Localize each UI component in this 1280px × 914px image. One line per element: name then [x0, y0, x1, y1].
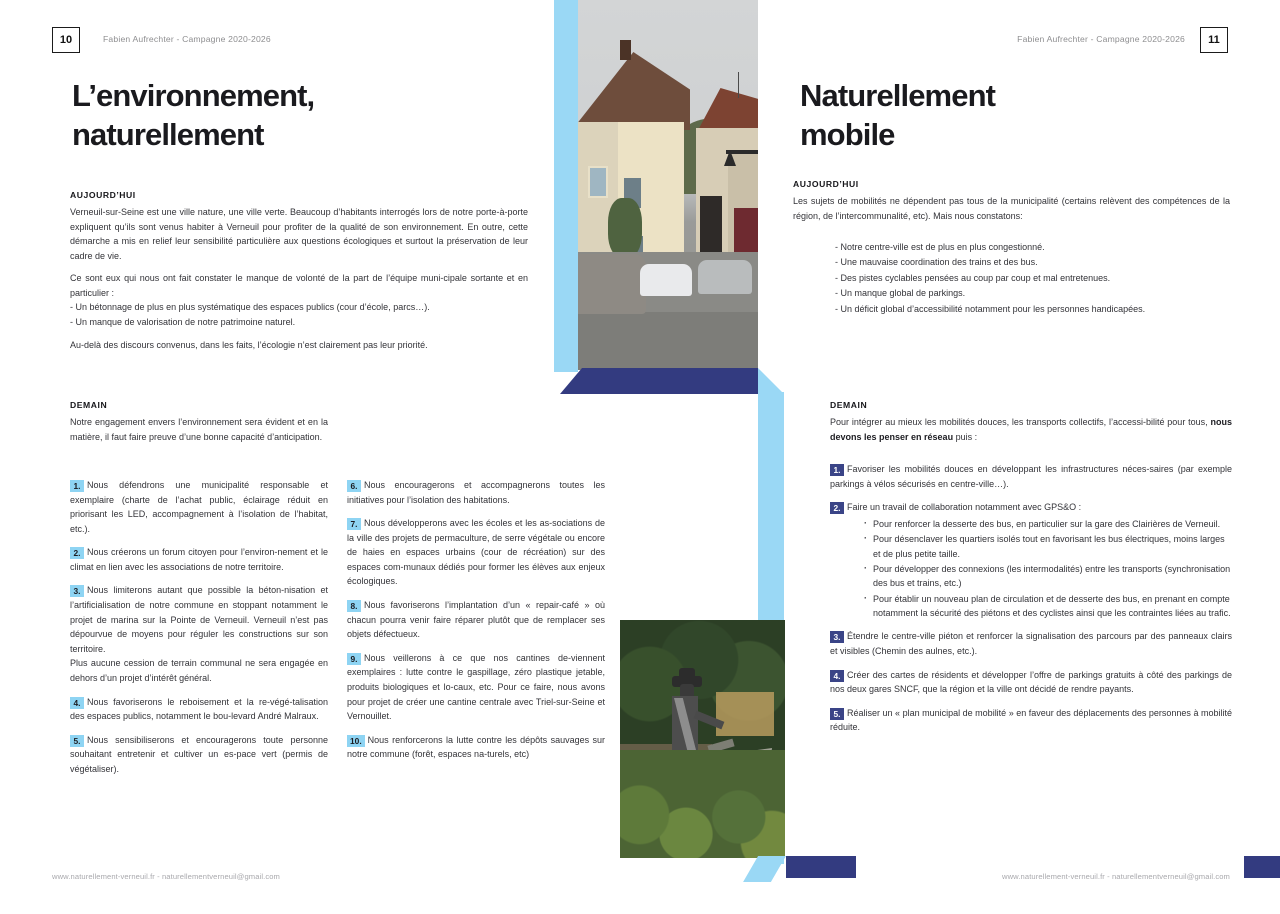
- left-proposal-list-column-1: [70, 478, 328, 785]
- list-item: [347, 733, 605, 762]
- page-title-left: [67, 76, 321, 154]
- cyan-vertical-strip-top: [554, 0, 578, 372]
- item-number-badge: 9.: [347, 653, 361, 665]
- list-item: [70, 695, 328, 724]
- item-text: Nous favoriserons le reboisement et la re-végé-talisation des espaces publics, notamment le bou-levard André Malraux.: [70, 696, 328, 722]
- item-text: Favoriser les mobilités douces en développant les infrastructures néces-saires (par exemple parkings à vélos sécurisés en centre-ville…).: [830, 464, 1232, 489]
- list-item: [70, 733, 328, 777]
- navy-band-bottom-right-edge: [1244, 856, 1280, 878]
- item-text: Réaliser un « plan municipal de mobilité » en faveur des déplacements des personnes à mobilité réduite.: [830, 707, 1232, 733]
- item-text: Nous veillerons à ce que nos cantines de-viennent exemplaires : lutte contre le gaspillage, zéro plastique jetable, produits biologiques et lo-caux, etc. Pour ce faire, nous avons pour projet de créer une cantine centrale avec Triel-sur-Seine et Vernouillet.: [347, 652, 605, 722]
- intro-after: puis :: [953, 431, 978, 442]
- item-number-badge: 7.: [347, 518, 361, 530]
- item-number-badge: 2.: [830, 502, 844, 514]
- list-item: - Notre centre-ville est de plus en plus congestionné.: [835, 242, 1045, 252]
- left-tomorrow-intro: [70, 415, 328, 444]
- item-text: Faire un travail de collaboration notamment avec GPS&O :: [847, 502, 1082, 513]
- navy-band-top: [560, 368, 758, 394]
- list-item: - Un manque global de parkings.: [835, 288, 966, 299]
- item-text: Nous créerons un forum citoyen pour l’environ-nement et le climat en lien avec les associations de notre territoire.: [70, 547, 328, 572]
- right-tomorrow-kicker: DEMAIN: [830, 400, 868, 410]
- right-today-section: [793, 179, 1230, 231]
- list-item: - Un déficit global d’accessibilité notamment pour les personnes handicapées.: [835, 303, 1146, 314]
- list-item: [830, 462, 1232, 491]
- list-item: [830, 668, 1232, 697]
- item-number-badge: 1.: [70, 480, 84, 492]
- page-title-right-line1: Naturellement: [795, 76, 1002, 115]
- cyan-angled-foot-bottom: [743, 856, 786, 882]
- sub-list-item: · Pour développer des connexions (les intermodalités) entre les transports (synchronisation des bus et trains, etc.): [864, 562, 1232, 591]
- item-text: Nous limiterons autant que possible la béton-nisation et l’artificialisation de notre commune en stoppant notamment le projet de marina sur la Pointe de Verneuil. Verneuil n’est pas dépourvue de moyens pour réguler les constructions sur son territoire.: [70, 585, 328, 654]
- list-item: - Une mauvaise coordination des trains et des bus.: [835, 257, 1038, 268]
- running-head-right: Fabien Aufrechter - Campagne 2020-2026: [1017, 34, 1185, 44]
- list-item: - Des pistes cyclables pensées au coup par coup et mal entretenues.: [835, 272, 1111, 283]
- list-item-continuation: [70, 656, 328, 685]
- footer-left: www.naturellement-verneuil.fr - naturellementverneuil@gmail.com: [52, 872, 280, 881]
- item-number-badge: 10.: [347, 735, 365, 747]
- item-text: Nous développerons avec les écoles et les as-sociations de la ville des projets de permaculture, de serre végétale ou encore de haies en espaces urbains (cour de récréation) sur des espaces com-munaux dédiés pour former les élèves aux enjeux écologiques.: [347, 518, 605, 587]
- page-title-right: [795, 76, 1002, 154]
- list-item: [830, 706, 1232, 735]
- left-today-section: [70, 190, 528, 360]
- item-text: Étendre le centre-ville piéton et renforcer la signalisation des parcours par des panneaux clairs et visibles (Chemin des aulnes, etc.).: [830, 631, 1232, 657]
- list-item: [347, 516, 605, 589]
- list-item: [347, 598, 605, 642]
- right-today-kicker: AUJOURD’HUI: [793, 179, 859, 189]
- item-text: Nous favoriserons l’implantation d’un « repair-café » où chacun pourra venir faire réparer plutôt que de remplacer ses objets défectueux.: [347, 600, 605, 640]
- item-number-badge: 6.: [347, 480, 361, 492]
- paragraph: Les sujets de mobilités ne dépendent pas tous de la municipalité (certains relèvent des compétences de la région, de l’intercommunalité, etc). Mais nous constatons:: [793, 196, 1230, 221]
- sub-bullet-list: [864, 517, 1232, 621]
- page-number-right: 11: [1200, 27, 1228, 53]
- item-number-badge: 5.: [830, 708, 844, 720]
- paragraph: Notre engagement envers l’environnement sera évident et en la matière, il faut faire preuve d’une bonne capacité d’anticipation.: [70, 417, 328, 442]
- item-number-badge: 5.: [70, 735, 84, 747]
- right-tomorrow-header: [830, 400, 1232, 452]
- list-item: [347, 651, 605, 724]
- left-proposal-list-column-2: [347, 478, 605, 771]
- list-item: [70, 478, 328, 536]
- right-today-intro: [793, 194, 1230, 223]
- item-number-badge: 8.: [347, 600, 361, 612]
- list-item: [830, 629, 1232, 658]
- list-item: [830, 500, 1232, 515]
- running-head-left: Fabien Aufrechter - Campagne 2020-2026: [103, 34, 271, 44]
- paragraph: - Un manque de valorisation de notre patrimoine naturel.: [70, 317, 296, 328]
- paragraph: [830, 415, 1232, 444]
- item-text: Nous encouragerons et accompagnerons toutes les initiatives pour l’isolation des habitations.: [347, 480, 605, 505]
- left-today-body: [70, 205, 528, 352]
- paragraph: Ce sont eux qui nous ont fait constater le manque de volonté de la part de l’équipe muni-cipale sortante et en particulier :: [70, 273, 528, 298]
- list-item: [70, 583, 328, 656]
- intro-bold: nous devons les penser en réseau: [830, 417, 1232, 442]
- item-text: Nous renforcerons la lutte contre les dépôts sauvages sur notre commune (forêt, espaces na-turels, etc): [347, 734, 605, 760]
- item-number-badge: 1.: [830, 464, 844, 476]
- list-item: [70, 545, 328, 574]
- list-item: [347, 478, 605, 507]
- left-tomorrow-header: [70, 400, 328, 452]
- item-text: Nous défendrons une municipalité responsable et exemplaire (charte de l’achat public, éclairage réduit en priorisant les LED, accompagnement à l’isolation de l’habitat, etc.).: [70, 480, 328, 534]
- item-number-badge: 3.: [830, 631, 844, 643]
- sub-list-item: · Pour renforcer la desserte des bus, en particulier sur la gare des Clairières de Verneuil.: [864, 517, 1232, 531]
- item-text: Nous sensibiliserons et encouragerons toute personne souhaitant entretenir et cultiver un es-pace vert (permis de végétaliser).: [70, 734, 328, 774]
- item-text: Créer des cartes de résidents et développer l’offre de parkings gratuits à côté des parkings de nos deux gares SNCF, que la région et la ville ont décidé de rendre payants.: [830, 669, 1232, 695]
- paragraph: - Un bétonnage de plus en plus systématique des espaces publics (cour d’école, parcs…).: [70, 302, 430, 313]
- footer-right: www.naturellement-verneuil.fr - naturellementverneuil@gmail.com: [1002, 872, 1230, 881]
- photo-statue-garden: [620, 620, 785, 858]
- page-number-left: 10: [52, 27, 80, 53]
- right-proposal-list: [830, 462, 1232, 744]
- right-tomorrow-intro: [830, 415, 1232, 444]
- photo-street-scene: [578, 0, 758, 370]
- sub-list-item: · Pour désenclaver les quartiers isolés tout en favorisant les bus électriques, moins larges et de plus petite taille.: [864, 532, 1232, 561]
- item-number-badge: 3.: [70, 585, 84, 597]
- page-title-left-line2: naturellement: [67, 115, 271, 154]
- navy-band-bottom: [786, 856, 856, 878]
- page-title-right-line2: mobile: [795, 115, 902, 154]
- item-number-badge: 4.: [830, 670, 844, 682]
- left-tomorrow-kicker: DEMAIN: [70, 400, 108, 410]
- item-number-badge: 4.: [70, 697, 84, 709]
- sub-list-item: · Pour établir un nouveau plan de circulation et de desserte des bus, en prenant en compte notamment la sécurité des piétons et des cyclistes ainsi que les contraintes liées au trafic.: [864, 592, 1232, 621]
- intro-before: Pour intégrer au mieux les mobilités douces, les transports collectifs, l’accessi-bilité pour tous,: [830, 417, 1211, 427]
- item-number-badge: 2.: [70, 547, 84, 559]
- paragraph: Verneuil-sur-Seine est une ville nature, une ville verte. Beaucoup d’habitants interrogés lors de notre porte-à-porte expliquent qu’ils sont venus habiter à Verneuil pour profiter de la qualité de son environnement. En outre, cette démarche a mis en relief leur sensibilité particulière aux questions écologiques et surtout la préservation de leur cadre de vie.: [70, 207, 528, 261]
- left-today-kicker: AUJOURD’HUI: [70, 190, 136, 200]
- right-today-bullet-list: [835, 240, 1272, 317]
- paragraph: Au-delà des discours convenus, dans les faits, l’écologie n’est clairement pas leur priorité.: [70, 339, 428, 350]
- page-title-left-line1: L’environnement,: [67, 76, 321, 115]
- item-text: Plus aucune cession de terrain communal ne sera engagée en dehors d’un projet d’intérêt général.: [70, 658, 328, 683]
